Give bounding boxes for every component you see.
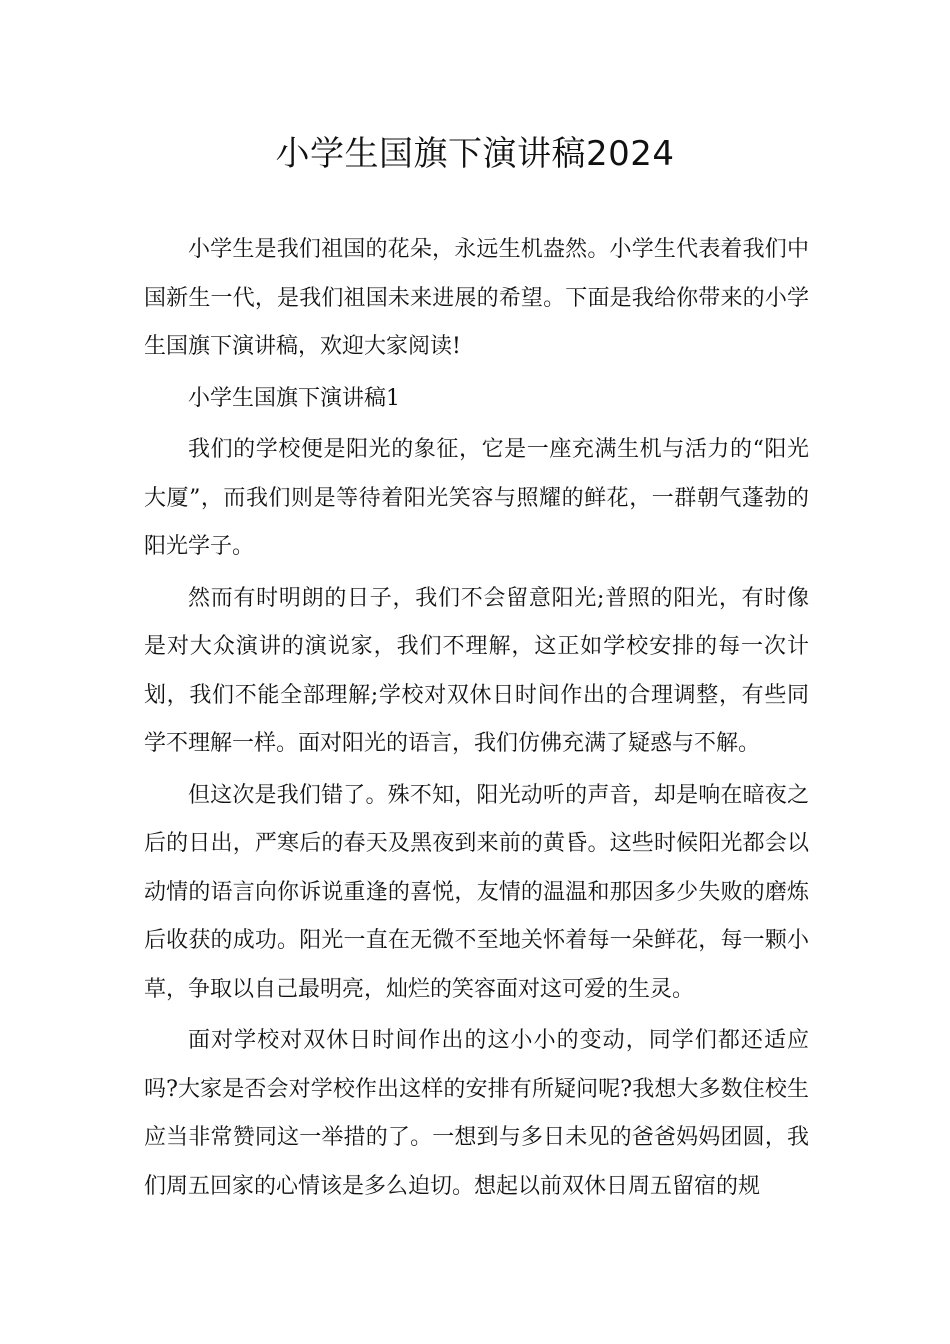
- document-title: 小学生国旗下演讲稿2024: [275, 134, 675, 174]
- section-heading: 小学生国旗下演讲稿1: [188, 385, 400, 411]
- paragraph: 然而有时明朗的日子，我们不会留意阳光;普照的阳光，有时像是对大众演讲的演说家，我们不理解，这正如学校安排的每一次计划，我们不能全部理解;学校对双休日时间作出的合理调整，有些同学不理解一样。面对阳光的语言，我们仿佛充满了疑惑与不解。: [144, 585, 809, 756]
- paragraph: 我们的学校便是阳光的象征，它是一座充满生机与活力的“阳光大厦”，而我们则是等待着阳光笑容与照耀的鲜花，一群朝气蓬勃的阳光学子。: [144, 437, 809, 559]
- paragraph: 面对学校对双休日时间作出的这小小的变动，同学们都还适应吗?大家是否会对学校作出这样的安排有所疑问呢?我想大多数住校生应当非常赞同这一举措的了。一想到与多日未见的爸爸妈妈团圆，我们周五回家的心情该是多么迫切。想起以前双休日周五留宿的规: [144, 1028, 809, 1199]
- paragraph-intro: 小学生是我们祖国的花朵，永远生机盎然。小学生代表着我们中国新生一代，是我们祖国未来进展的希望。下面是我给你带来的小学生国旗下演讲稿，欢迎大家阅读!: [144, 237, 809, 359]
- paragraph: 但这次是我们错了。殊不知，阳光动听的声音，却是响在暗夜之后的日出，严寒后的春天及黑夜到来前的黄昏。这些时候阳光都会以动情的语言向你诉说重逢的喜悦，友情的温温和那因多少失败的磨炼后收获的成功。阳光一直在无微不至地关怀着每一朵鲜花，每一颗小草，争取以自己最明亮，灿烂的笑容面对这可爱的生灵。: [144, 782, 809, 1002]
- document-body: [144, 226, 809, 1211]
